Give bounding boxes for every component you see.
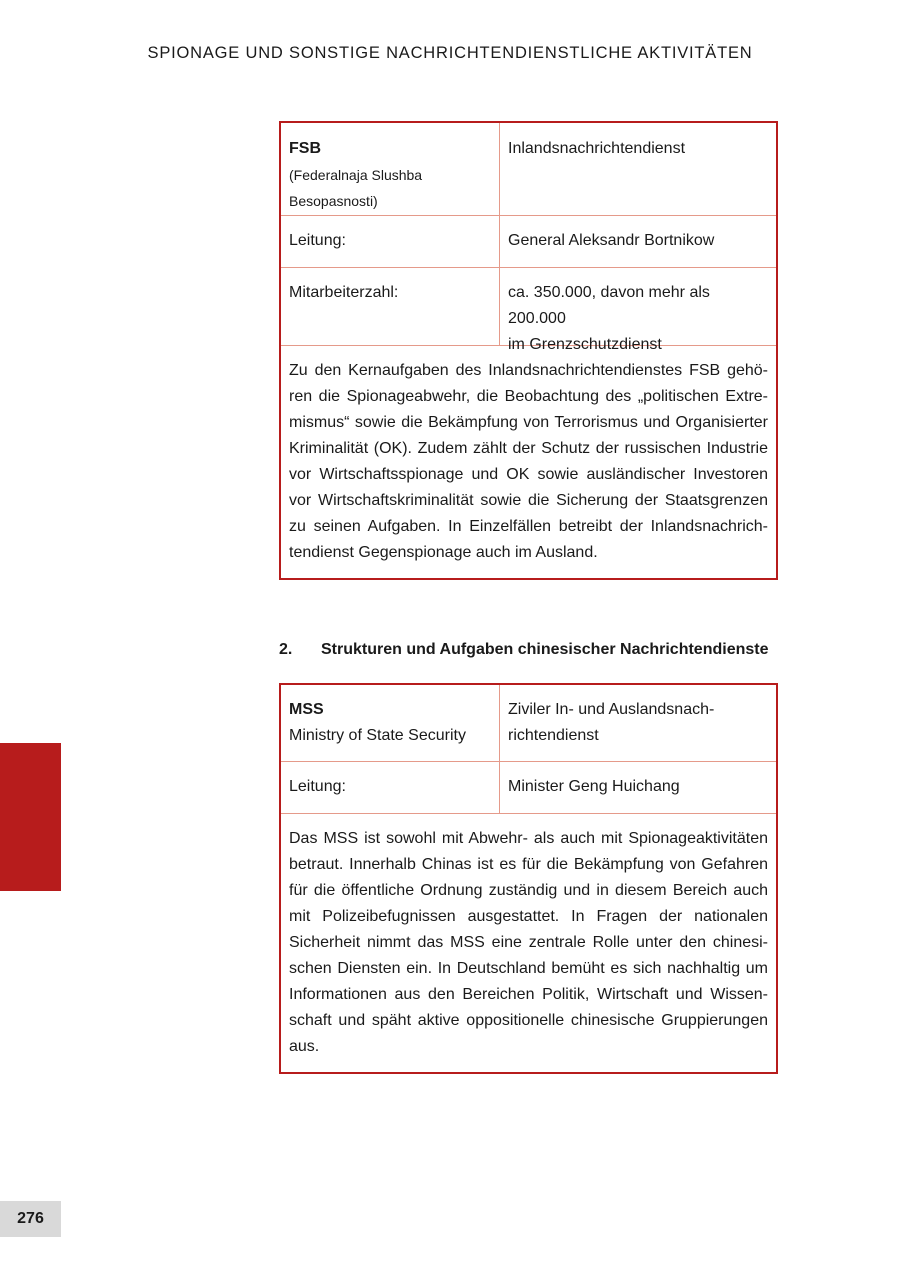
mss-leadership-label: Leitung: xyxy=(281,762,500,813)
running-head: SPIONAGE UND SONSTIGE NACHRICHTENDIENSTLICHE AKTIVITÄTEN xyxy=(147,44,753,62)
fsb-full-name-line2: Besopasnosti) xyxy=(289,193,378,209)
fsb-leadership-label: Leitung: xyxy=(281,216,500,267)
fsb-type: Inlandsnachrichtendienst xyxy=(508,140,686,157)
fsb-abbr: FSB xyxy=(289,140,321,157)
chapter-tab-marker xyxy=(0,743,61,891)
fsb-type-cell xyxy=(500,123,776,215)
fsb-name-cell xyxy=(281,123,500,215)
fsb-staff-value xyxy=(500,268,776,353)
mss-leadership-row xyxy=(281,762,776,814)
fsb-staff-row xyxy=(281,268,776,353)
fsb-staff-value-line2: im Grenzschutzdienst xyxy=(508,336,662,353)
mss-abbr: MSS xyxy=(289,701,324,718)
mss-type-cell xyxy=(500,685,776,761)
fsb-description: Zu den Kernaufgaben des Inlandsnachrichtendienstes FSB gehören die Spionageabwehr, die Beobachtung des „politischen Extremismus“ sowie die Bekämpfung von Terrorismus und Organisierter Kriminalität (OK). Zudem zählt der Schutz der russischen Industrie vor Wirtschaftsspionage und OK sowie ausländischer Investoren vor Wirtschaftskriminalität sowie die Sicherung der Staatsgrenzen zu seinen Aufgaben. In Einzelfällen betreibt der Inlandsnachrichtendienst Gegenspionage auch im Ausland. xyxy=(289,362,768,561)
fsb-leadership-row xyxy=(281,216,776,268)
mss-description: Das MSS ist sowohl mit Abwehr- als auch mit Spionageaktivitäten betraut. Innerhalb Chinas ist es für die Bekämpfung von Gefahren für die öffentliche Ordnung zuständig und in diesem Bereich auch mit Polizeibefugnissen ausgestattet. In Fragen der nationalen Sicherheit nimmt das MSS eine zentrale Rolle unter den chinesischen Diensten ein. In Deutschland bemüht es sich nachhaltig um Informationen aus den Bereichen Politik, Wirtschaft und Wissenschaft und späht aktive oppositionelle chinesische Gruppierungen aus. xyxy=(289,830,768,1055)
mss-type-line1: Ziviler In- und Auslandsnach- xyxy=(508,701,715,718)
section-number: 2. xyxy=(279,641,293,658)
mss-name-row xyxy=(281,685,776,762)
fsb-leadership-value: General Aleksandr Bortnikow xyxy=(508,232,715,249)
mss-info-box xyxy=(279,683,778,1074)
page-number: 276 xyxy=(0,1201,61,1237)
mss-type-line2: richtendienst xyxy=(508,727,599,744)
section-title: Strukturen und Aufgaben chinesischer Nachrichtendienste xyxy=(321,641,769,658)
fsb-info-box xyxy=(279,121,778,580)
fsb-staff-label: Mitarbeiterzahl: xyxy=(281,268,500,345)
section-heading xyxy=(279,638,779,662)
mss-full-name: Ministry of State Security xyxy=(289,727,466,744)
fsb-name-row xyxy=(281,123,776,216)
fsb-full-name-line1: (Federalnaja Slushba xyxy=(289,167,423,183)
mss-leadership-value: Minister Geng Huichang xyxy=(508,778,680,795)
fsb-staff-value-line1: ca. 350.000, davon mehr als 200.000 xyxy=(508,284,710,327)
mss-name-cell xyxy=(281,685,500,761)
